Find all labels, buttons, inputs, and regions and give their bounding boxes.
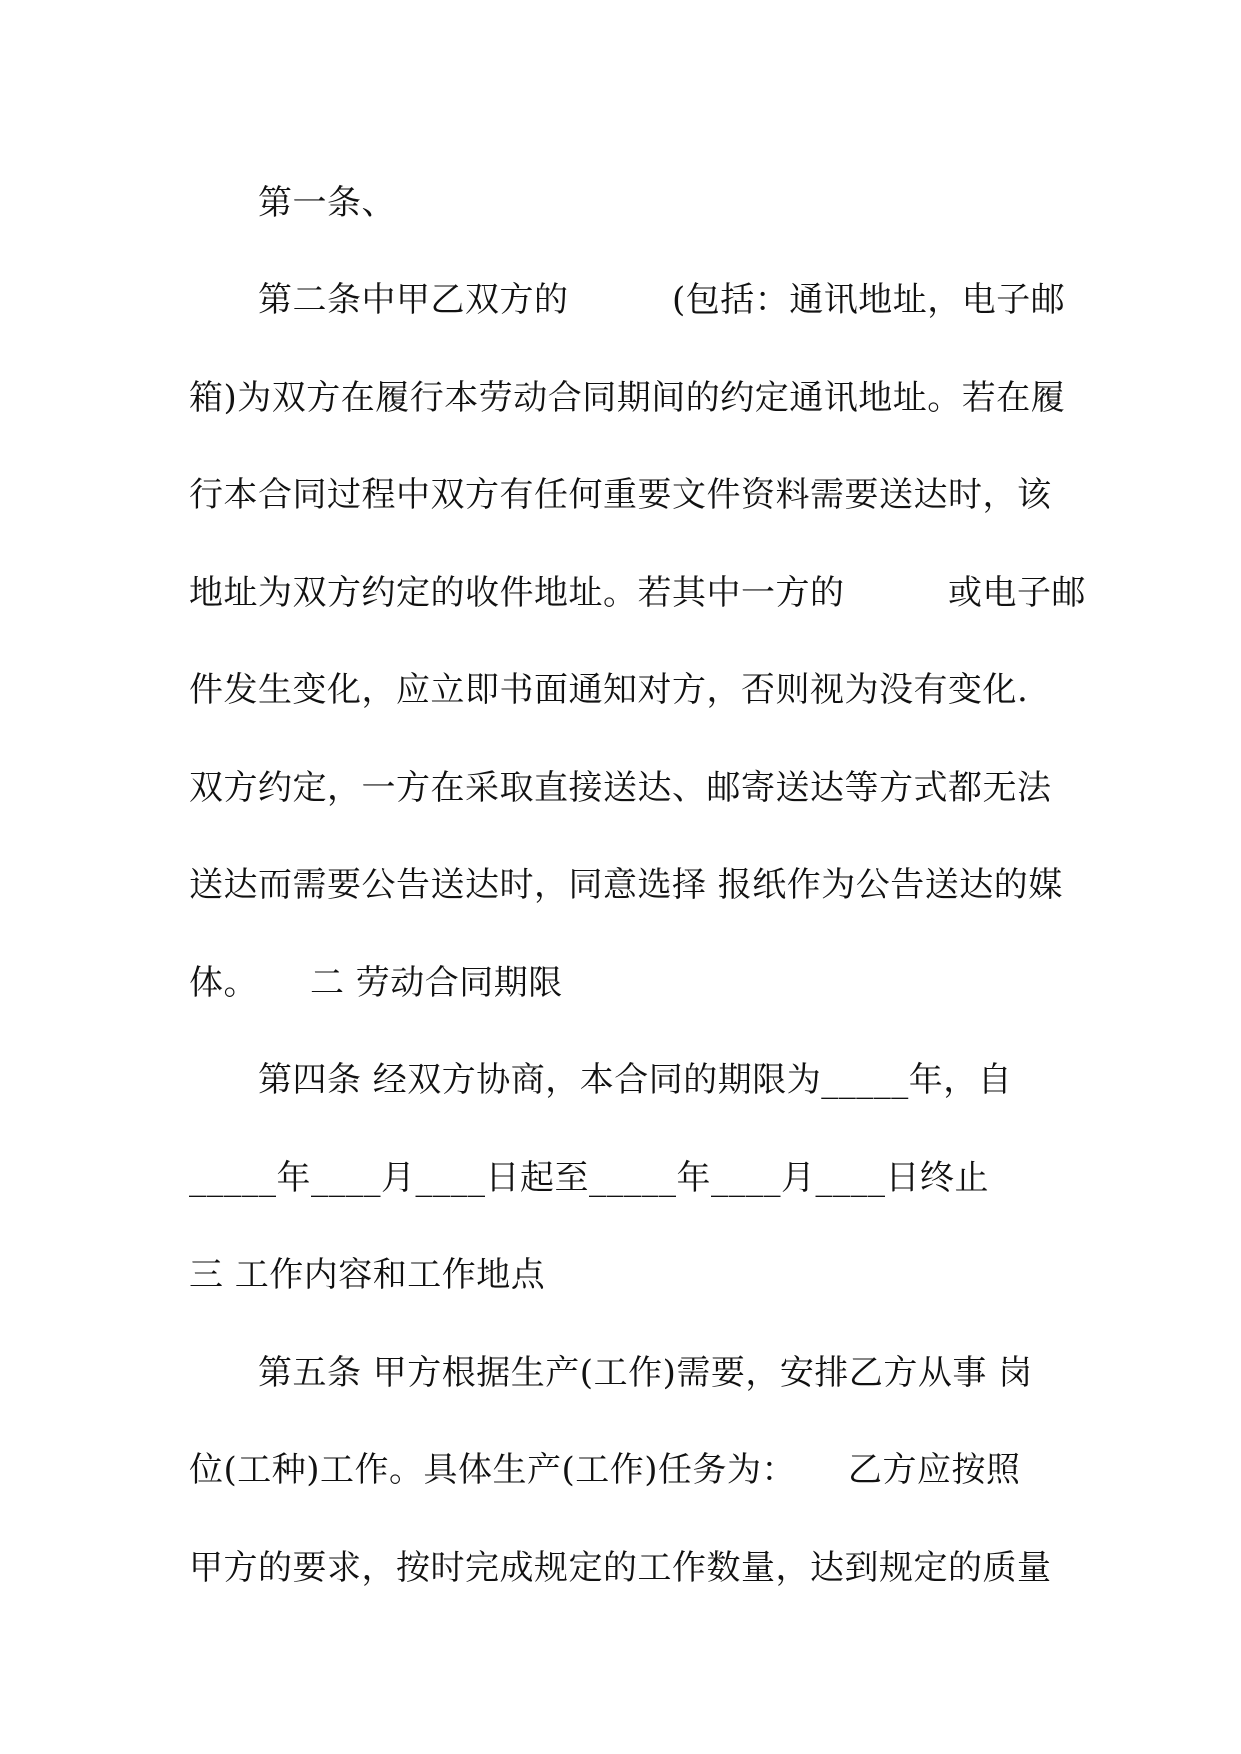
text-line: 行本合同过程中双方有任何重要文件资料需要送达时，该 xyxy=(189,475,1052,515)
text-line: 送达而需要公告送达时，同意选择 报纸作为公告送达的媒 xyxy=(189,865,1063,905)
text-line: 甲方的要求，按时完成规定的工作数量，达到规定的质量 xyxy=(189,1548,1052,1588)
text-line: 件发生变化，应立即书面通知对方，否则视为没有变化. xyxy=(189,670,1029,710)
text-line: 第一条、 xyxy=(258,183,396,223)
text-line: _____年____月____日起至_____年____月____日终止 xyxy=(189,1158,989,1198)
text-line: 体。 二 劳动合同期限 xyxy=(189,963,563,1003)
text-line: 第二条中甲乙双方的 (包括：通讯地址，电子邮 xyxy=(258,280,1066,320)
text-line: 箱)为双方在履行本劳动合同期间的约定通讯地址。若在履 xyxy=(189,378,1066,418)
text-line: 地址为双方约定的收件地址。若其中一方的 或电子邮 xyxy=(189,573,1086,613)
text-line: 第四条 经双方协商，本合同的期限为_____年，自 xyxy=(258,1060,1013,1100)
text-line: 位(工种)工作。具体生产(工作)任务为： 乙方应按照 xyxy=(189,1450,1021,1490)
text-line: 第五条 甲方根据生产(工作)需要，安排乙方从事 岗 xyxy=(258,1353,1033,1393)
text-line: 三 工作内容和工作地点 xyxy=(189,1255,546,1295)
text-line: 双方约定，一方在采取直接送达、邮寄送达等方式都无法 xyxy=(189,768,1052,808)
